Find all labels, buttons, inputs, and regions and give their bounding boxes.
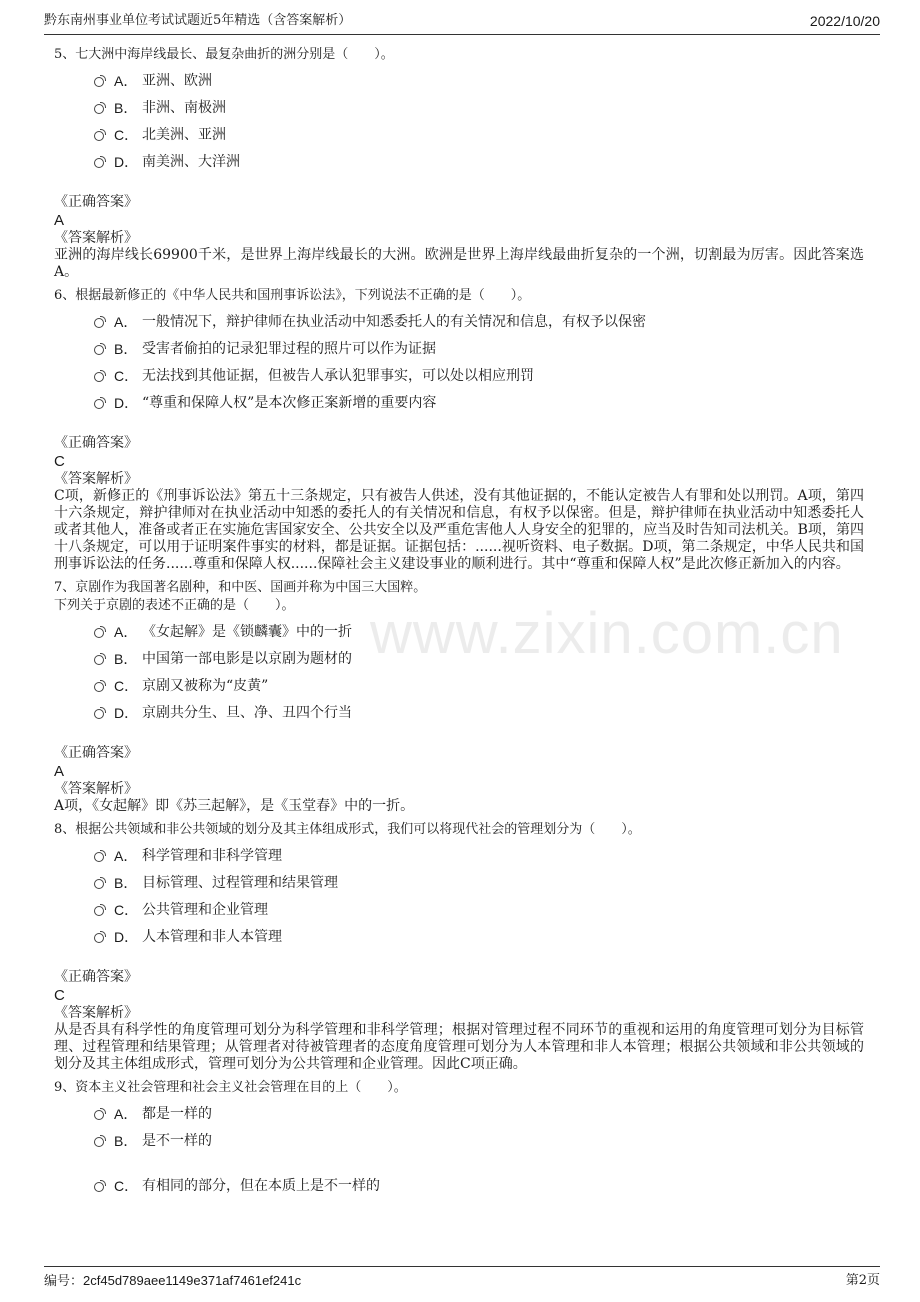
option-letter: B． (114, 651, 138, 667)
radio-icon[interactable] (94, 709, 104, 719)
radio-icon[interactable] (94, 77, 104, 87)
option-text: 非洲、南极洲 (142, 100, 226, 116)
radio-icon[interactable] (94, 372, 104, 382)
watermark-text: www.zixin.com.cn (370, 601, 844, 666)
option-text: “尊重和保障人权”是本次修正案新增的重要内容 (142, 395, 437, 411)
option-text: 是不一样的 (142, 1133, 212, 1149)
page-footer (44, 1266, 880, 1291)
option-a[interactable] (54, 1101, 868, 1128)
question-stem: 7、京剧作为我国著名剧种，和中医、国画并称为中国三大国粹。 (54, 580, 427, 595)
radio-icon[interactable] (94, 628, 104, 638)
option-letter: B． (114, 341, 138, 357)
serial-label-wrap (44, 1269, 301, 1294)
correct-answer-label: 《正确答案》 (54, 969, 138, 985)
option-a[interactable] (54, 843, 868, 870)
explanation-text: 从是否具有科学性的角度管理可划分为科学管理和非科学管理；根据对管理过程不同环节的重视和运用的角度管理可划分为目标管理、过程管理和结果管理；从管理者对待被管理者的态度角度管理可划分为人本管理和非人本管理；根据公共领域和非公共领域的划分及其主体组成形式，管理可划分为公共管理和企业管理。因此C项正确。 (54, 1022, 864, 1072)
question-stem: 9、资本主义社会管理和社会主义社会管理在目的上（ ）。 (54, 1080, 407, 1095)
radio-icon[interactable] (94, 345, 104, 355)
radio-icon[interactable] (94, 1182, 104, 1192)
radio-icon[interactable] (94, 655, 104, 665)
option-b[interactable] (54, 336, 868, 363)
option-c[interactable] (54, 673, 868, 700)
answer-block (54, 969, 868, 1073)
option-d[interactable] (54, 149, 868, 176)
page-content (54, 40, 868, 1206)
radio-icon[interactable] (94, 879, 104, 889)
option-letter: C． (114, 902, 139, 918)
question-7 (54, 579, 868, 815)
option-letter: C． (114, 678, 139, 694)
option-text: 一般情况下，辩护律师在执业活动中知悉委托人的有关情况和信息，有权予以保密 (142, 314, 646, 330)
radio-icon[interactable] (94, 933, 104, 943)
option-letter: D． (114, 929, 139, 945)
option-list (54, 619, 868, 727)
question-stem: 6、根据最新修正的《中华人民共和国刑事诉讼法》，下列说法不正确的是（ ）。 (54, 288, 531, 303)
option-text: 中国第一部电影是以京剧为题材的 (142, 651, 352, 667)
answer-block (54, 194, 868, 281)
option-b[interactable] (54, 646, 868, 673)
radio-icon[interactable] (94, 906, 104, 916)
radio-icon[interactable] (94, 318, 104, 328)
question-6 (54, 287, 868, 573)
option-letter: A． (114, 73, 138, 89)
page-number: 第2页 (845, 1273, 880, 1288)
radio-icon[interactable] (94, 1137, 104, 1147)
option-b[interactable] (54, 95, 868, 122)
option-letter: C． (114, 127, 139, 143)
option-letter: C． (114, 368, 139, 384)
option-text: 人本管理和非人本管理 (142, 929, 282, 945)
option-list (54, 1101, 868, 1200)
serial-label: 编号： (44, 1274, 84, 1289)
option-c[interactable] (54, 897, 868, 924)
option-list (54, 68, 868, 176)
correct-answer-label: 《正确答案》 (54, 435, 138, 451)
option-d[interactable] (54, 700, 868, 727)
explanation-label: 《答案解析》 (54, 1005, 138, 1021)
option-c[interactable] (54, 122, 868, 149)
option-letter: A． (114, 624, 138, 640)
option-letter: D． (114, 154, 139, 170)
option-letter: B． (114, 875, 138, 891)
question-stem: 8、根据公共领域和非公共领域的划分及其主体组成形式，我们可以将现代社会的管理划分为（ ）。 (54, 822, 641, 837)
option-list (54, 843, 868, 951)
option-a[interactable] (54, 309, 868, 336)
option-text: 北美洲、亚洲 (142, 127, 226, 143)
correct-answer: A (54, 763, 65, 780)
question-5 (54, 46, 868, 281)
option-text: 京剧又被称为“皮黄” (142, 678, 269, 694)
answer-block (54, 435, 868, 573)
correct-answer: C (54, 453, 65, 470)
explanation-label: 《答案解析》 (54, 471, 138, 487)
option-a[interactable] (54, 68, 868, 95)
radio-icon[interactable] (94, 131, 104, 141)
option-text: 科学管理和非科学管理 (142, 848, 282, 864)
explanation-label: 《答案解析》 (54, 230, 138, 246)
correct-answer: C (54, 987, 65, 1004)
option-list (54, 309, 868, 417)
option-letter: D． (114, 395, 139, 411)
radio-icon[interactable] (94, 104, 104, 114)
answer-block (54, 745, 868, 815)
option-letter: D． (114, 705, 139, 721)
explanation-text: C项，新修正的《刑事诉讼法》第五十三条规定，只有被告人供述，没有其他证据的，不能认定被告人有罪和处以刑罚。A项，第四十六条规定，辩护律师对在执业活动中知悉的委托人的有关情况和信息，有权予以保密。但是，辩护律师在执业活动中知悉委托人或者其他人，准备或者正在实施危害国家安全、公共安全以及严重危害他人人身安全的犯罪的，应当及时告知司法机关。B项，第四十八条规定，可以用于证明案件事实的材料，都是证据。证据包括：......视听资料、电子数据。D项，第二条规定，中华人民共和国刑事诉讼法的任务......尊重和保障人权......保障社会主义建设事业的顺利进行。其中“尊重和保障人权”是此次修正新加入的内容。 (54, 488, 864, 572)
serial-number: 2cf45d789aee1149e371af7461ef241c (83, 1273, 302, 1288)
option-b[interactable] (54, 1128, 868, 1155)
question-9 (54, 1079, 868, 1200)
option-letter: A． (114, 1106, 138, 1122)
question-stem-line2: 下列关于京剧的表述不正确的是（ ）。 (54, 598, 295, 613)
correct-answer: A (54, 212, 65, 229)
option-letter: C． (114, 1178, 139, 1194)
page-header (44, 10, 880, 35)
option-text: 南美洲、大洋洲 (142, 154, 240, 170)
question-stem: 5、七大洲中海岸线最长、最复杂曲折的洲分别是（ ）。 (54, 47, 394, 62)
radio-icon[interactable] (94, 682, 104, 692)
option-text: 《女起解》是《锁麟囊》中的一折 (142, 624, 352, 640)
option-b[interactable] (54, 870, 868, 897)
radio-icon[interactable] (94, 158, 104, 168)
option-text: 京剧共分生、旦、净、丑四个行当 (142, 705, 352, 721)
option-text: 受害者偷拍的记录犯罪过程的照片可以作为证据 (142, 341, 436, 357)
option-letter: B． (114, 1133, 138, 1149)
option-letter: A． (114, 848, 138, 864)
explanation-label: 《答案解析》 (54, 781, 138, 797)
option-letter: A． (114, 314, 138, 330)
document-title: 黔东南州事业单位考试试题近5年精选（含答案解析） (44, 13, 352, 28)
radio-icon[interactable] (94, 1110, 104, 1120)
option-text: 亚洲、欧洲 (142, 73, 212, 89)
option-text: 公共管理和企业管理 (142, 902, 268, 918)
question-8 (54, 821, 868, 1073)
option-letter: B． (114, 100, 138, 116)
option-text: 都是一样的 (142, 1106, 212, 1122)
document-date: 2022/10/20 (809, 13, 880, 29)
explanation-text: 亚洲的海岸线长69900千米，是世界上海岸线最长的大洲。欧洲是世界上海岸线最曲折复杂的一个洲，切割最为厉害。因此答案选A。 (54, 247, 864, 280)
option-text: 有相同的部分，但在本质上是不一样的 (142, 1178, 380, 1194)
explanation-text: A项，《女起解》即《苏三起解》，是《玉堂春》中的一折。 (54, 798, 415, 814)
correct-answer-label: 《正确答案》 (54, 194, 138, 210)
radio-icon[interactable] (94, 399, 104, 409)
option-text: 无法找到其他证据，但被告人承认犯罪事实，可以处以相应刑罚 (142, 368, 534, 384)
option-c[interactable] (54, 1173, 868, 1200)
option-d[interactable] (54, 390, 868, 417)
option-d[interactable] (54, 924, 868, 951)
option-text: 目标管理、过程管理和结果管理 (142, 875, 338, 891)
option-c[interactable] (54, 363, 868, 390)
option-a[interactable] (54, 619, 868, 646)
radio-icon[interactable] (94, 852, 104, 862)
correct-answer-label: 《正确答案》 (54, 745, 138, 761)
